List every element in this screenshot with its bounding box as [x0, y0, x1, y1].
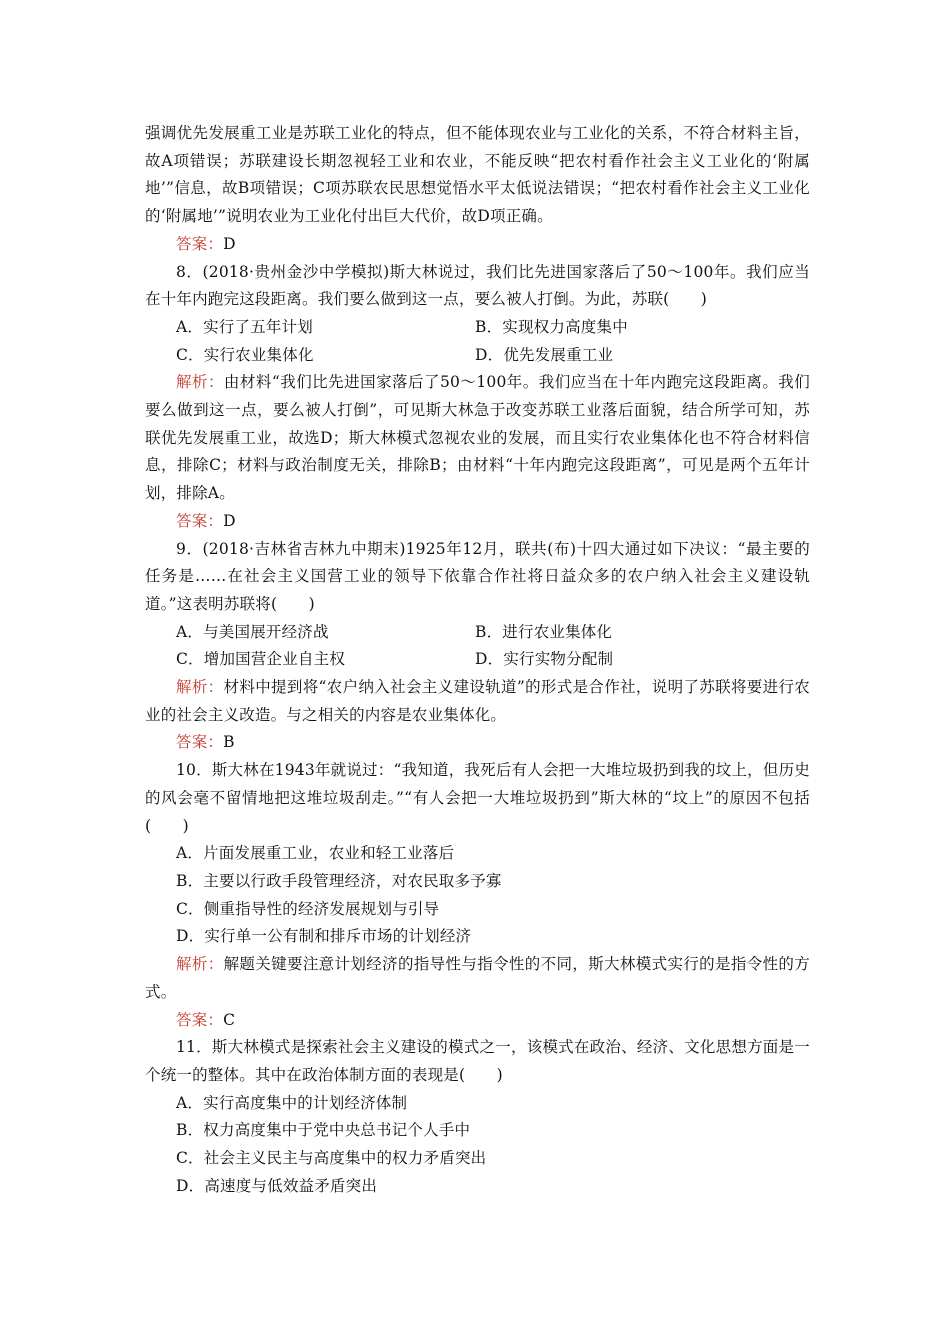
q8-options-row-1: [145, 314, 810, 342]
q8-option-b: B．实现权力高度集中: [475, 317, 628, 336]
analysis-text: 由材料“我们比先进国家落后了50～100年。我们应当在十年内跑完这段距离。我们要么做到这一点，要么被人打倒”，可见斯大林急于改变苏联工业落后面貌，结合所学可知，苏联优先发展重工业，故选D；斯大林模式忽视农业的发展，而且实行农业集体化也不符合材料信息，排除C；材料与政治制度无关，排除B；由材料“十年内跑完这段距离”，可见是两个五年计划，排除A。: [145, 373, 810, 503]
q9-options-row-1: [145, 619, 810, 647]
q10-option-a: A．片面发展重工业，农业和轻工业落后: [176, 844, 455, 863]
answer-label: 答案：: [176, 1010, 224, 1029]
q11-stem: 11．斯大林模式是探索社会主义建设的模式之一，该模式在政治、经济、文化思想方面是一个统一的整体。其中在政治体制方面的表现是( ): [145, 1038, 810, 1084]
analysis-text: 解题关键要注意计划经济的指导性与指令性的不同，斯大林模式实行的是指令性的方式。: [145, 955, 810, 1001]
answer-value: B: [223, 733, 235, 752]
q10-option-c: C．侧重指导性的经济发展规划与引导: [176, 899, 440, 918]
q11-option-a: A．实行高度集中的计划经济体制: [176, 1093, 408, 1112]
answer-label: 答案：: [176, 733, 224, 752]
intro-answer: [145, 231, 810, 259]
q11-option-b: B．权力高度集中于党中央总书记个人手中: [176, 1121, 471, 1140]
q8-stem: 8．(2018·贵州金沙中学模拟)斯大林说过，我们比先进国家落后了50～100年。我们应当在十年内跑完这段距离。我们要么做到这一点，要么被人打倒。为此，苏联( ): [145, 262, 810, 309]
q8-answer: [145, 508, 810, 536]
intro-analysis-text: 强调优先发展重工业是苏联工业化的特点，但不能体现农业与工业化的关系，不符合材料主旨，故A项错误；苏联建设长期忽视轻工业和农业，不能反映“把农村看作社会主义工业化的‘附属地’”信息，故B项错误；C项苏联农民思想觉悟水平太低说法错误；“把农村看作社会主义工业化的‘附属地’”说明农业为工业化付出巨大代价，故D项正确。: [145, 124, 810, 226]
q9-analysis: [145, 674, 810, 729]
q9-options-row-2: [145, 646, 810, 674]
q10-answer: [145, 1007, 810, 1035]
analysis-label: 解析：: [176, 678, 224, 697]
answer-label: 答案：: [176, 511, 224, 530]
analysis-label: 解析：: [176, 373, 224, 392]
q8-option-d: D．优先发展重工业: [475, 345, 614, 364]
q8-option-c: C．实行农业集体化: [176, 345, 314, 364]
q9-option-d: D．实行实物分配制: [475, 650, 614, 669]
q10-stem: 10．斯大林在1943年就说过：“我知道，我死后有人会把一大堆垃圾扔到我的坟上，但历史的风会毫不留情地把这堆垃圾刮走。”“有人会把一大堆垃圾扔到”斯大林的“坟上”的原因不包括( ): [145, 761, 810, 835]
q10-analysis: [145, 951, 810, 1006]
answer-value: C: [223, 1010, 236, 1029]
q9-answer: [145, 729, 810, 757]
analysis-text: 材料中提到将“农户纳入社会主义建设轨道”的形式是合作社，说明了苏联将要进行农业的社会主义改造。与之相关的内容是农业集体化。: [145, 678, 810, 724]
q10-option-d: D．实行单一公有制和排斥市场的计划经济: [176, 927, 472, 946]
analysis-label: 解析：: [176, 955, 224, 974]
q9-option-a: A．与美国展开经济战: [176, 622, 329, 641]
answer-label: 答案：: [176, 234, 224, 253]
q11-option-c: C．社会主义民主与高度集中的权力矛盾突出: [176, 1149, 487, 1168]
q10-option-b: B．主要以行政手段管理经济，对农民取多予寡: [176, 871, 502, 890]
q9-option-c: C．增加国营企业自主权: [176, 650, 346, 669]
q8-options-row-2: [145, 342, 810, 370]
q9-stem: 9．(2018·吉林省吉林九中期末)1925年12月，联共(布)十四大通过如下决议：“最主要的任务是……在社会主义国营工业的领导下依靠合作社将日益众多的农户纳入社会主义建设轨道。”这表明苏联将( ): [145, 539, 810, 613]
answer-value: D: [223, 511, 236, 530]
q8-option-a: A．实行了五年计划: [176, 317, 313, 336]
q8-analysis: [145, 369, 810, 508]
answer-value: D: [223, 234, 236, 253]
q9-option-b: B．进行农业集体化: [475, 622, 613, 641]
q11-option-d: D．高速度与低效益矛盾突出: [176, 1176, 378, 1195]
document-page: [145, 120, 810, 1200]
